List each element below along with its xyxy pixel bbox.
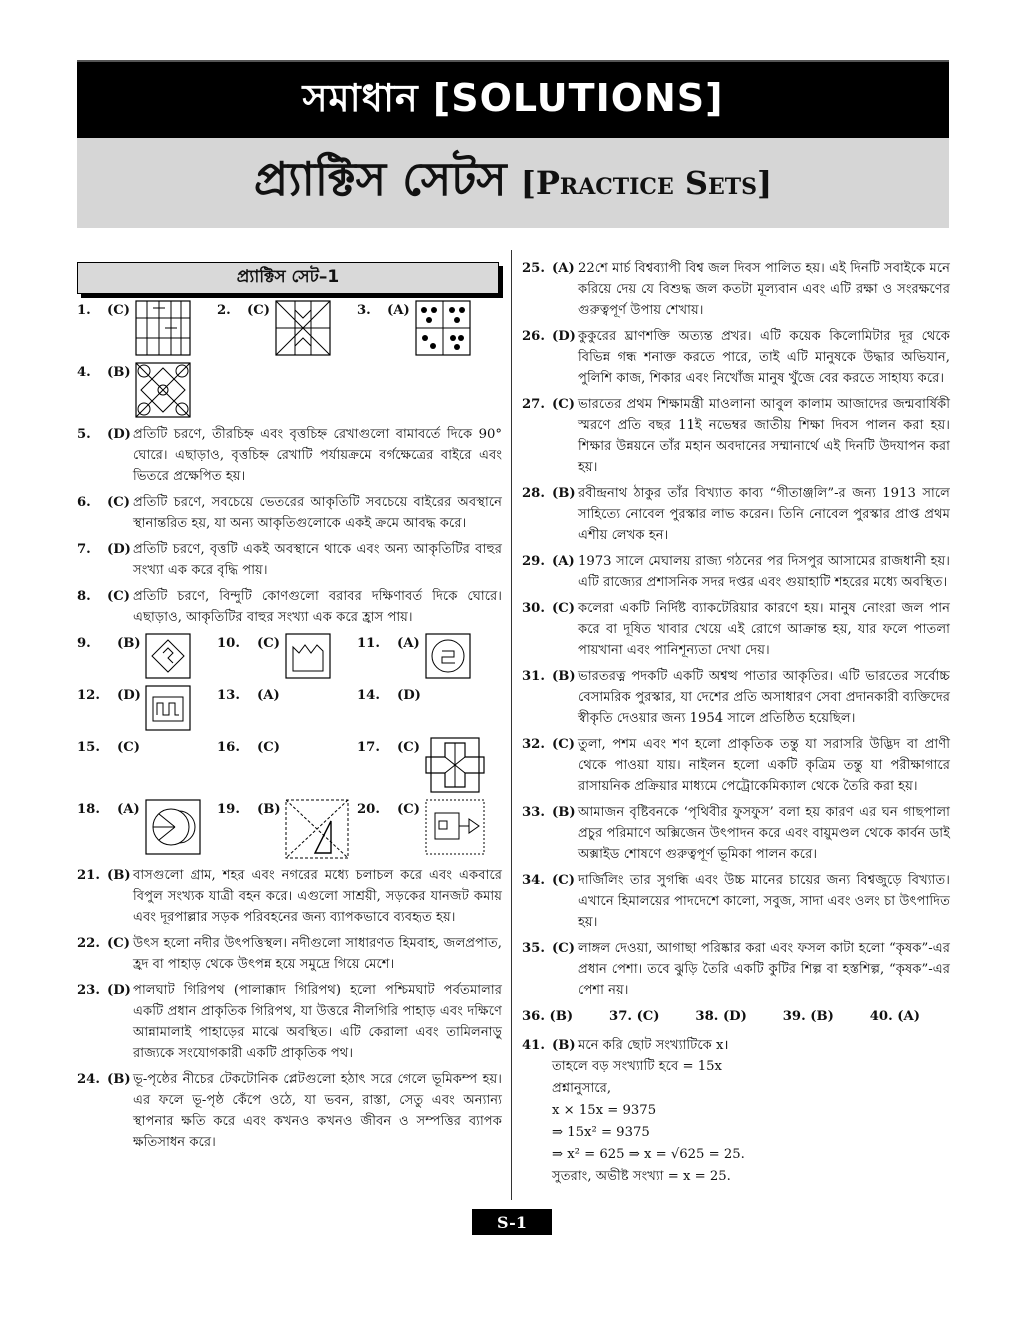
q-number: 27. [522,397,545,412]
answer-item [77,539,502,581]
answer-item [522,326,950,389]
answer-item [77,980,502,1064]
left-column [77,300,502,1158]
figure-row [77,362,502,418]
answer-item [357,685,497,731]
q-answer: (C) [247,303,270,318]
q-answer: (D) [107,542,131,557]
q-number: 15. [77,740,100,755]
q-answer: (B) [107,1072,131,1087]
q-answer: (C) [257,740,280,755]
circle-hook-figure-icon [425,633,471,679]
header-title-band [77,60,949,140]
q-answer: (B) [552,805,576,820]
q-explanation: বাসগুলো গ্রাম, শহর এবং নগরের মধ্যে চলাচল করে এবং একবারে বিপুল সংখ্যক যাত্রী বহন করে। এগুলো সাশ্রয়ী, সড়কের যানজট কমায় এবং দূরপাল্লার সড়ক পরিবহনের জন্য ব্যাপকভাবে ব্যবহৃত হয়। [133,868,502,925]
q-number: 21. [77,868,100,883]
page-number [472,1209,552,1235]
figure-row [77,799,502,859]
page-number-label: S-1 [497,1212,527,1232]
dashed-triangle-figure-icon [285,799,349,859]
answer-item [77,492,502,534]
answer-item [522,598,950,661]
answer-item [217,799,357,859]
column-divider [511,250,512,1200]
answer-item [357,633,497,679]
q-answer: (A) [387,303,410,318]
answer-item [77,865,502,928]
q-number: 23. [77,983,100,998]
right-column [522,258,950,1188]
answer-item: 38. (D) [695,1009,747,1024]
subtitle-english: [Practice Sets] [520,164,773,202]
q-number: 9. [77,636,91,651]
q-number: 32. [522,737,545,752]
q-answer: (C) [552,941,575,956]
q-number: 2. [217,303,231,318]
figure-row [77,737,502,793]
q-explanation: আমাজন বৃষ্টিবনকে ‘পৃথিবীর ফুসফুস’ বলা হয় কারণ এর ঘন গাছপালা প্রচুর পরিমাণে অক্সিজেন উৎপাদন করে এবং বায়ুমণ্ডল থেকে কার্বন ডাই অক্সাইড শোষণে গুরুত্বপূর্ণ ভূমিকা পালন করে। [578,805,950,862]
grid-lines-figure-icon [135,300,191,356]
q-answer: (C) [107,589,130,604]
q-answer: (D) [107,983,131,998]
circles-diamond-figure-icon [135,362,191,418]
q-number: 12. [77,688,100,703]
q-explanation: দার্জিলিং তার সুগন্ধি এবং উচ্চ মানের চায়ের জন্য বিশ্বজুড়ে বিখ্যাত। এখানে হিমালয়ের পাদদেশে কালো, সবুজ, সাদা এবং ওলং চা উৎপাদিত হয়। [578,873,950,930]
answer-item [522,1035,950,1056]
q-number: 34. [522,873,545,888]
q-explanation: তুলা, পশম এবং শণ হলো প্রাকৃতিক তন্তু যা সরাসরি উদ্ভিদ বা প্রাণী থেকে পাওয়া যায়। নাইলন হলো একটি কৃত্রিম তন্তু যা পরীক্ষাগারে রাসায়নিক প্রক্রিয়ার মাধ্যমে পেট্রোকেমিক্যাল থেকে তৈরি করা হয়। [578,737,950,794]
figure-row [77,300,502,356]
q-number: 17. [357,740,380,755]
figure-row [77,685,502,731]
q-number: 11. [357,636,380,651]
math-solution [552,1056,950,1188]
q-number: 31. [522,669,545,684]
q-number: 35. [522,941,545,956]
answer-item [217,737,357,793]
answer-item [217,300,357,356]
q-explanation: ভূ-পৃষ্ঠের নীচের টেকটোনিক প্লেটগুলো হঠাৎ সরে গেলে ভূমিকম্প হয়। এর ফলে ভূ-পৃষ্ঠ কেঁপে ওঠে, যা ভবন, রাস্তা, সেতু এবং অন্যান্য স্থাপনার ক্ষতি করে এবং কখনও কখনও জীবন ও সম্পত্তির ব্যাপক ক্ষতিসাধন করে। [133,1072,502,1150]
q-answer: (C) [397,740,420,755]
q-explanation: প্রতিটি চরণে, সবচেয়ে ভেতরের আকৃতিটি সবচেয়ে বাইরের অবস্থানে স্থানান্তরিত হয়, যা অন্য আকৃতিগুলোকে একই ক্রমে আবদ্ধ করে। [133,495,502,531]
dots-grid-figure-icon [415,300,471,356]
q-explanation: উৎস হলো নদীর উৎপত্তিস্থল। নদীগুলো সাধারণত হিমবাহ, জলপ্রপাত, হ্রদ বা পাহাড় থেকে উৎপন্ন হয়ে সমুদ্রে গিয়ে মেশে। [133,936,502,972]
cross-shape-figure-icon [425,737,485,793]
q-explanation: রবীন্দ্রনাথ ঠাকুর তাঁর বিখ্যাত কাব্য “গীতাঞ্জলি”-র জন্য 1913 সালে সাহিত্যে নোবেল পুরস্কার লাভ করেন। তিনি নোবেল পুরস্কার প্রাপ্ত প্রথম এশীয় লেখক হন। [578,486,950,543]
q-number: 19. [217,802,240,817]
q-answer: (B) [257,802,281,817]
q-answer: (B) [552,669,576,684]
q-explanation: প্রতিটি চরণে, তীরচিহ্ন এবং বৃত্তচিহ্ন রেখাগুলো বামাবর্তে দিকে 90° ঘোরে। এছাড়াও, বৃত্তচিহ্ন রেখাটি পর্যায়ক্রমে বর্গক্ষেত্রের বাইরে এবং ভিতরে প্রক্ষেপিত হয়। [133,427,502,484]
answer-item [77,1069,502,1153]
q-explanation: 1973 সালে মেঘালয় রাজ্য গঠনের পর দিসপুর আসামের রাজধানী হয়। এটি রাজ্যের প্রশাসনিক সদর দপ্তর এবং গুয়াহাটি শহরের মধ্যে অবস্থিত। [578,554,950,590]
answer-item [77,685,217,731]
q-explanation: কুকুরের ঘ্রাণশক্তি অত্যন্ত প্রখর। এটি কয়েক কিলোমিটার দূর থেকে বিভিন্ন গন্ধ শনাক্ত করতে পারে, তাই এটি মানুষকে উদ্ধার অভিযান, পুলিশি কাজ, শিকার এবং নিখোঁজ মানুষ খুঁজে বের করতে সাহায্য করে। [578,329,950,386]
answer-item [522,483,950,546]
q-explanation: ভারতরত্ন পদকটি একটি অশ্বত্থ পাতার আকৃতির। এটি ভারতের সর্বোচ্চ বেসামরিক পুরস্কার, যা দেশের প্রতি অসাধারণ সেবা প্রদানকারী ব্যক্তিদের স্বীকৃতি দেওয়ার জন্য 1954 সালে প্রতিষ্ঠিত হয়েছিল। [578,669,950,726]
q-answer: (C) [552,737,575,752]
q-answer: (D) [552,329,576,344]
q-number: 20. [357,802,380,817]
q-number: 24. [77,1072,100,1087]
answer-item [77,933,502,975]
subtitle-bengali: প্র্যাক্টিস সেটস [253,152,507,206]
q-number: 8. [77,589,91,604]
q-number: 6. [77,495,91,510]
answer-item [357,300,497,356]
answer-item: 36. (B) [522,1009,574,1024]
q-number: 16. [217,740,240,755]
answers-36-40 [522,1006,950,1027]
q-answer: (C) [117,740,140,755]
q-answer: (D) [117,688,141,703]
q-number: 7. [77,542,91,557]
page-title: সমাধান [SOLUTIONS] [302,76,724,120]
q-answer: (C) [552,873,575,888]
zigzag-box-figure-icon [285,633,331,679]
q-answer: (C) [107,495,130,510]
answer-item [522,870,950,933]
q-number: 10. [217,636,240,651]
q-number: 5. [77,427,91,442]
q-number: 18. [77,802,100,817]
q-explanation: কলেরা একটি নির্দিষ্ট ব্যাকটেরিয়ার কারণে হয়। মানুষ নোংরা জল পান করে বা দূষিত খাবার খেয়ে এই রোগে আক্রান্ত হয়, যার ফলে পাতলা পায়খানা এবং পানিশূন্যতা দেখা দেয়। [578,601,950,658]
q-explanation: পালঘাট গিরিপথ (পালাক্কাদ গিরিপথ) হলো পশ্চিমঘাট পর্বতমালার একটি প্রধান প্রাকৃতিক গিরিপথ, যা উত্তরে নীলগিরি পাহাড় এবং দক্ষিণে আন্নামালাই পাহাড়ের মাঝে অবস্থিত। এটি কেরালা এবং তামিলনাড়ু রাজ্যকে সংযোগকারী একটি প্রাকৃতিক পথ। [133,983,502,1061]
q-explanation: প্রতিটি চরণে, বিন্দুটি কোণগুলো বরাবর দক্ষিণাবর্ত দিকে ঘোরে। এছাড়াও, আকৃতিটির বাহুর সংখ্যা এক করে হ্রাস পায়। [133,589,502,625]
wave-box-figure-icon [145,685,191,731]
answer-item [77,362,217,418]
answer-item [522,394,950,478]
q-answer: (D) [107,427,131,442]
math-line: ⇒ x² = 625 ⇒ x = √625 = 25. [552,1147,745,1162]
answer-item [522,551,950,593]
q-number: 41. [522,1038,545,1053]
q-answer: (C) [552,601,575,616]
answer-item [357,799,497,859]
answer-item [77,586,502,628]
q-explanation: মনে করি ছোট সংখ্যাটিকে x। [578,1038,729,1053]
answer-item: 39. (B) [782,1009,834,1024]
q-answer: (A) [117,802,140,817]
math-line: x × 15x = 9375 [552,1103,657,1118]
q-number: 28. [522,486,545,501]
answer-item [77,633,217,679]
q-number: 22. [77,936,100,951]
answer-item [522,938,950,1001]
math-line: তাহলে বড় সংখ্যাটি হবে = 15x [552,1059,722,1074]
figure-row [77,633,502,679]
answer-item: 40. (A) [869,1009,920,1024]
math-line: ⇒ 15x² = 9375 [552,1125,650,1140]
rotated-diamond-figure-icon [145,633,191,679]
q-answer: (B) [107,365,131,380]
q-answer: (B) [552,1038,576,1053]
answer-item [522,802,950,865]
answer-item [522,734,950,797]
q-number: 25. [522,261,545,276]
answer-item [357,737,497,793]
q-answer: (C) [257,636,280,651]
q-number: 33. [522,805,545,820]
math-line: প্রশ্নানুসারে, [552,1081,612,1096]
q-answer: (B) [117,636,141,651]
q-number: 14. [357,688,380,703]
q-answer: (C) [397,802,420,817]
q-explanation: লাঙ্গল দেওয়া, আগাছা পরিষ্কার করা এবং ফসল কাটা হলো “কৃষক”-এর প্রধান পেশা। তবে ঝুড়ি তৈরি একটি কুটির শিল্প বা হস্তশিল্প, “কৃষক”-এর পেশা নয়। [578,941,950,998]
q-answer: (A) [552,554,575,569]
q-answer: (B) [107,868,131,883]
answer-item [77,799,217,859]
answer-item [77,300,217,356]
q-explanation: 22শে মার্চ বিশ্বব্যাপী বিশ্ব জল দিবস পালিত হয়। এই দিনটি সবাইকে মনে করিয়ে দেয় যে বিশুদ্ধ জল কতটা মূল্যবান এবং এটি রক্ষা ও সংরক্ষণের গুরুত্বপূর্ণ উপায় শেখায়। [578,261,950,318]
q-number: 13. [217,688,240,703]
math-line: সুতরাং, অভীষ্ট সংখ্যা = x = 25. [552,1169,731,1184]
header-subtitle-band [77,138,949,228]
q-answer: (C) [552,397,575,412]
q-answer: (A) [397,636,420,651]
q-answer: (C) [107,303,130,318]
q-number: 1. [77,303,91,318]
answer-item [522,258,950,321]
crossed-square-figure-icon [275,300,331,356]
q-number: 30. [522,601,545,616]
q-number: 3. [357,303,371,318]
set-title: প্র্যাক্টিস সেট–1 [236,267,340,287]
arrow-device-figure-icon [425,799,485,855]
set-title-box [77,262,499,294]
moon-circle-figure-icon [145,799,201,855]
q-number: 4. [77,365,91,380]
answer-item [217,633,357,679]
q-number: 29. [522,554,545,569]
q-answer: (D) [397,688,421,703]
q-number: 26. [522,329,545,344]
q-explanation: ভারতের প্রথম শিক্ষামন্ত্রী মাওলানা আবুল কালাম আজাদের জন্মবার্ষিকী স্মরণে প্রতি বছর 11ই নভেম্বর জাতীয় শিক্ষা দিবস পালন করা হয়। শিক্ষার উন্নয়নে তাঁর মহান অবদানের সম্মানার্থে এই দিনটি উদযাপন করা হয়। [578,397,950,475]
q-answer: (A) [552,261,575,276]
answer-item [217,685,357,731]
q-answer: (B) [552,486,576,501]
answer-item [77,424,502,487]
answer-item: 37. (C) [609,1009,660,1024]
q-answer: (C) [107,936,130,951]
answer-item [522,666,950,729]
q-answer: (A) [257,688,280,703]
answer-item [77,737,217,793]
q-explanation: প্রতিটি চরণে, বৃত্তটি একই অবস্থানে থাকে এবং অন্য আকৃতিটির বাহুর সংখ্যা এক করে বৃদ্ধি পায়। [133,542,502,578]
